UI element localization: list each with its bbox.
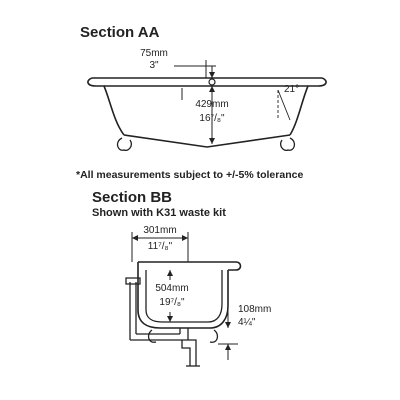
dim-aa-depth-in: 16⁷/₈": [199, 113, 225, 124]
overflow-icon: [209, 79, 215, 85]
bb-foot-right: [210, 330, 217, 342]
dim-bb-depth: [155, 270, 188, 322]
waste-drain-connector: [180, 328, 188, 340]
dim-aa-top: [140, 48, 216, 78]
dim-aa-depth: [182, 86, 229, 144]
dim-aa-angle: [278, 84, 299, 120]
dim-aa-top-in: 3": [149, 60, 159, 71]
dim-aa-top-mm: 75mm: [140, 48, 168, 59]
dim-bb-foot: [218, 304, 271, 360]
section-bb-tub: [138, 262, 241, 342]
bb-rim: [138, 262, 241, 270]
section-bb-subtitle: Shown with K31 waste kit: [92, 207, 226, 219]
dim-bb-foot-mm: 108mm: [238, 304, 272, 315]
section-aa-title: Section AA: [80, 24, 160, 41]
waste-horizontal-pipe: [130, 334, 188, 340]
waste-trap: [182, 340, 196, 366]
section-bb-title: Section BB: [92, 189, 173, 206]
dim-bb-width: [132, 225, 188, 262]
bb-outer-wall: [138, 262, 228, 328]
dim-aa-angle-label: 21°: [284, 84, 300, 95]
dim-bb-foot-in: 4¼": [238, 317, 256, 328]
bb-inner-wall: [146, 270, 222, 322]
tub-bottom: [124, 135, 290, 147]
dim-bb-width-in: 11⁷/₈": [147, 241, 173, 252]
tolerance-note: *All measurements subject to +/-5% tolerance: [76, 169, 304, 181]
waste-overflow-pipe: [130, 282, 136, 340]
tub-foot-right: [281, 138, 295, 150]
dim-bb-width-mm: 301mm: [143, 225, 177, 236]
tub-foot-left: [118, 138, 132, 150]
dim-aa-depth-mm: 429mm: [195, 99, 229, 110]
dim-bb-depth-mm: 504mm: [155, 283, 189, 294]
dim-bb-depth-in: 19⁷/₈": [159, 297, 185, 308]
